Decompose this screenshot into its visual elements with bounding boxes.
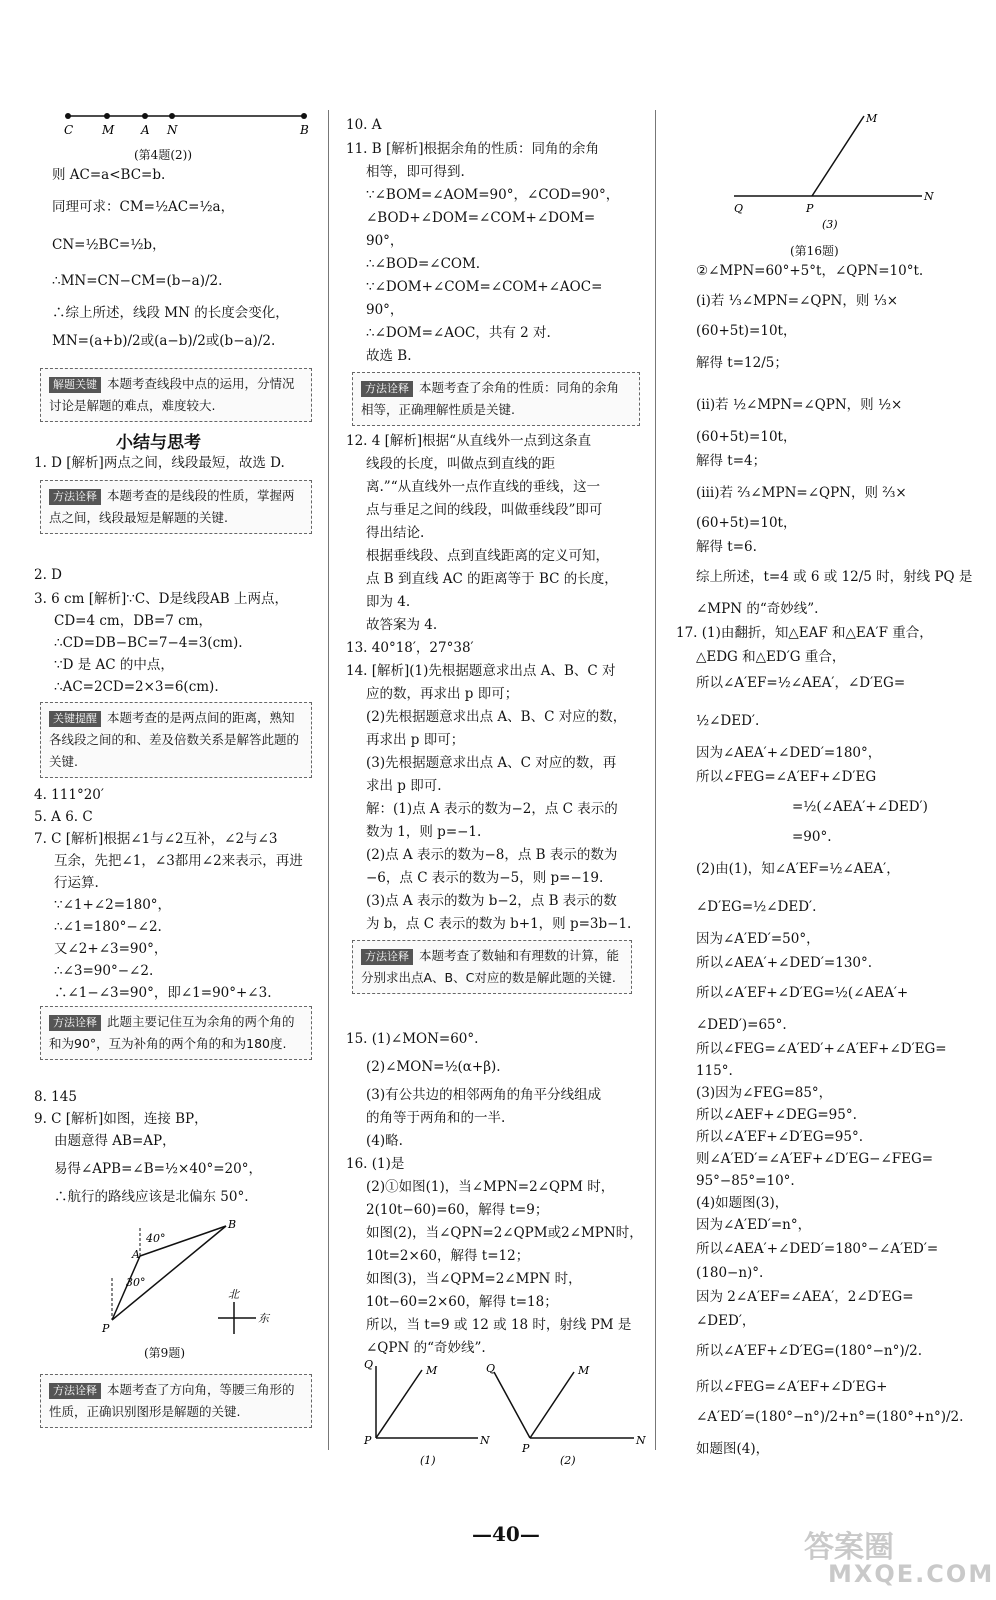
answer-item: 再求出 p 即可； [366, 732, 465, 748]
answer-item: 7. C [解析]根据∠1与∠2互补，∠2与∠3 [34, 831, 278, 847]
answer-item: 15. (1)∠MON=60°. [346, 1031, 479, 1047]
answer-item: 90°， [366, 233, 404, 249]
answer-line: 解得 t=4； [696, 453, 767, 469]
watermark-url: MXQE.COM [828, 1560, 995, 1588]
answer-item: 9. C [解析]如图，连接 BP， [34, 1111, 208, 1127]
answer-item: CD=4 cm，DB=7 cm， [54, 613, 213, 629]
answer-item: 点 B 到直线 AC 的距离等于 BC 的长度， [366, 571, 618, 587]
answer-line: 如题图(4)， [696, 1441, 770, 1457]
answer-item: 如图(2)，当∠QPN=2∠QPM或2∠MPN时， [366, 1225, 643, 1241]
angle-30: 30° [126, 1276, 146, 1289]
answer-line: (180−n)°. [696, 1265, 764, 1281]
label-N: N [636, 1434, 646, 1447]
answer-item: 线段的长度，叫做点到直线的距 [366, 456, 555, 472]
answer-item: 10t−60=2×60，解得 t=18； [366, 1294, 558, 1310]
text-line: CN=½BC=½b， [52, 237, 166, 253]
figure-9 [100, 1218, 270, 1338]
answer-line: (60+5t)=10t， [696, 323, 797, 339]
answer-item: 16. (1)是 [346, 1156, 405, 1172]
note-tag: 解题关键 [49, 377, 101, 393]
answer-item: 根据垂线段、点到直线距离的定义可知， [366, 548, 609, 564]
answer-line: (ⅱ)若 ½∠MPN=∠QPN，则 ½× [696, 397, 903, 413]
note-box [40, 368, 312, 422]
text-line: 同理可求：CM=½AC=½a， [52, 199, 235, 215]
answer-line: 115°. [696, 1063, 733, 1079]
answer-item: 如图(3)，当∠QPM=2∠MPN 时， [366, 1271, 582, 1287]
note-tag: 方法诠释 [49, 1383, 101, 1399]
text-line: ∴综上所述，线段 MN 的长度会变化， [52, 305, 289, 321]
answer-item: 为 b，点 C 表示的数为 b+1，则 p=3b−1. [366, 916, 632, 932]
label-Q: Q [364, 1358, 374, 1371]
answer-item: 故答案为 4. [366, 617, 438, 633]
answer-item: 解：(1)点 A 表示的数为−2，点 C 表示的 [366, 801, 618, 817]
point-A: A [141, 123, 150, 137]
answer-line: ∠D′EG=½∠DED′. [696, 899, 817, 915]
note-box [40, 702, 312, 778]
answer-item: ∴航行的路线应该是北偏东 50°. [54, 1189, 249, 1205]
note-tag: 方法诠释 [49, 489, 101, 505]
note-text: 本题考查的是两点间的距离，熟知各线段之间的和、差及倍数关系是解答此题的关键. [49, 710, 300, 769]
answer-item: 相等，即可得到. [366, 164, 465, 180]
figure-16-3 [726, 110, 966, 230]
answer-line: 所以∠A′EF+∠D′EG=½(∠AEA′+ [696, 985, 909, 1001]
answer-item: 5. A 6. C [34, 809, 93, 825]
point-N: N [167, 123, 178, 137]
caption-2: (2) [560, 1454, 576, 1467]
note-text: 本题考查了余角的性质：同角的余角相等，正确理解性质是关键. [361, 380, 620, 417]
point-M: M [102, 123, 115, 137]
figure-16-2 [484, 1358, 644, 1470]
answer-item: 由题意得 AB=AP， [54, 1133, 176, 1149]
note-text: 本题考查了方向角，等腰三角形的性质，正确识别图形是解题的关键. [49, 1382, 295, 1419]
point-C: C [64, 123, 74, 137]
answer-item: 求出 p 即可. [366, 778, 442, 794]
answer-item: ∴∠1−∠3=90°，即∠1=90°+∠3. [54, 985, 272, 1001]
answer-item: (3)有公共边的相邻两角的角平分线组成 [366, 1087, 602, 1103]
answer-item: (2)先根据题意求出点 A、B、C 对应的数， [366, 709, 627, 725]
text-line: MN=(a+b)/2或(a−b)/2或(b−a)/2. [52, 333, 276, 349]
note-text: 此题主要记住互为余角的两个角的和为90°，互为补角的两个角的和为180度. [49, 1014, 295, 1051]
label-Q: Q [486, 1362, 496, 1375]
answer-line: 则∠A′ED′=∠A′EF+∠D′EG−∠FEG= [696, 1151, 934, 1167]
answer-item: ∵∠DOM+∠COM=∠COM+∠AOC= [366, 279, 603, 295]
answer-item: (2)点 A 表示的数为−8，点 B 表示的数为 [366, 847, 618, 863]
answer-item: 8. 145 [34, 1089, 77, 1105]
answer-line: 所以∠A′EF+∠D′EG=(180°−n°)/2. [696, 1343, 923, 1359]
answer-item: 4. 111°20′ [34, 787, 104, 803]
answer-item: 又∠2+∠3=90°， [54, 941, 168, 957]
note-text: 本题考查了数轴和有理数的计算，能分别求出点A、B、C对应的数是解此题的关键. [361, 948, 620, 985]
answer-item: ∠BOD+∠DOM=∠COM+∠DOM= [366, 210, 596, 226]
answer-item: ∵D 是 AC 的中点， [54, 657, 174, 673]
answer-item: 14. [解析](1)先根据题意求出点 A、B、C 对 [346, 663, 616, 679]
note-tag: 方法诠释 [49, 1015, 101, 1031]
answer-line: (2)由(1)，知∠A′EF=½∠AEA′， [696, 861, 900, 877]
answer-item: 的角等于两角和的一半. [366, 1110, 506, 1126]
answer-line: ∠DED′)=65°. [696, 1017, 787, 1033]
label-N: N [924, 190, 934, 203]
answer-item: ∴AC=2CD=2×3=6(cm). [54, 679, 219, 695]
answer-line: 因为∠A′ED′=50°， [696, 931, 820, 947]
column-divider-right [655, 110, 656, 1450]
label-M: M [426, 1364, 438, 1377]
answer-item: (2)∠MON=½(α+β). [366, 1059, 501, 1075]
answer-line: (60+5t)=10t， [696, 429, 797, 445]
figure-4-2 [60, 108, 320, 148]
answer-line: 解得 t=6. [696, 539, 757, 555]
answer-item: 10. A [346, 117, 382, 133]
label-N: N [480, 1434, 490, 1447]
answer-line: (ⅰ)若 ⅓∠MPN=∠QPN，则 ⅓× [696, 293, 899, 309]
east-label: 东 [258, 1312, 269, 1325]
answer-item: 所以，当 t=9 或 12 或 18 时，射线 PM 是 [366, 1317, 632, 1333]
answer-item: (3)先根据题意求出点 A、C 对应的数，再 [366, 755, 617, 771]
answer-item: (4)略. [366, 1133, 403, 1149]
note-text: 本题考查线段中点的运用，分情况讨论是解题的难点，难度较大. [49, 376, 295, 413]
figure-16-1 [360, 1358, 490, 1470]
answer-line: ∠DED′， [696, 1313, 756, 1329]
answer-item: 互余，先把∠1，∠3都用∠2来表示，再进 [54, 853, 303, 869]
text-line: ∴MN=CN−CM=(b−a)/2. [52, 273, 223, 289]
note-tag: 方法诠释 [361, 381, 413, 397]
answer-line: 因为 2∠A′EF=∠AEA′，2∠D′EG= [696, 1289, 914, 1305]
label-B: B [228, 1218, 237, 1231]
note-box [352, 940, 632, 994]
answer-item: 2(10t−60)=60，解得 t=9； [366, 1202, 549, 1218]
answer-item: 3. 6 cm [解析]∵C、D是线段AB 上两点， [34, 591, 288, 607]
answer-item: 故选 B. [366, 348, 412, 364]
label-Q: Q [734, 202, 744, 215]
figure-16-caption: (第16题) [790, 244, 839, 258]
answer-item: 1. D [解析]两点之间，线段最短，故选 D. [34, 455, 285, 471]
note-tag: 关键提醒 [49, 711, 101, 727]
label-M: M [578, 1364, 590, 1377]
answer-line: (ⅲ)若 ⅔∠MPN=∠QPN，则 ⅔× [696, 485, 907, 501]
label-P: P [806, 202, 814, 215]
answer-line: 解得 t=12/5； [696, 355, 788, 371]
answer-item: 离.”“从直线外一点作直线的垂线，这一 [366, 479, 601, 495]
answer-item: ∠QPN 的“奇妙线”. [366, 1340, 486, 1356]
answer-item: ∴∠3=90°−∠2. [54, 963, 154, 979]
page-number: —40— [472, 1522, 540, 1546]
answer-line: ½∠DED′. [696, 713, 760, 729]
answer-item: 13. 40°18′，27°38′ [346, 640, 474, 656]
answer-item: ∵∠1+∠2=180°， [54, 897, 172, 913]
answer-line: ∠A′ED′=(180°−n°)/2+n°=(180°+n°)/2. [696, 1409, 964, 1425]
answer-line: 所以∠FEG=∠A′ED′+∠A′EF+∠D′EG= [696, 1041, 947, 1057]
answer-item: 2. D [34, 567, 62, 583]
answer-item: 得出结论. [366, 525, 425, 541]
answer-line: 所以∠AEF+∠DEG=95°. [696, 1107, 857, 1123]
caption-1: (1) [420, 1454, 436, 1467]
answer-line: 所以∠AEA′+∠DED′=130°. [696, 955, 873, 971]
answer-item: 12. 4 [解析]根据“从直线外一点到这条直 [346, 433, 592, 449]
point-B: B [300, 123, 309, 137]
sub-caption: (3) [822, 218, 838, 231]
answer-line: 因为∠A′ED′=n°， [696, 1217, 812, 1233]
answer-item: (2)①如图(1)，当∠MPN=2∠QPM 时， [366, 1179, 615, 1195]
label-P: P [364, 1434, 372, 1447]
note-box [40, 480, 312, 534]
label-P: P [102, 1322, 110, 1335]
label-A: A [132, 1248, 140, 1261]
north-label: 北 [228, 1288, 239, 1301]
answer-item: 90°， [366, 302, 404, 318]
answer-item: 易得∠APB=∠B=½×40°=20°， [54, 1161, 262, 1177]
note-box [352, 372, 640, 426]
label-P: P [522, 1442, 530, 1455]
label-M: M [866, 112, 878, 125]
answer-line: △EDG 和△ED′G 重合， [696, 649, 846, 665]
answer-item: 点与垂足之间的线段，叫做垂线段”即可 [366, 502, 603, 518]
answer-item: ∴∠BOD=∠COM. [366, 256, 481, 272]
note-text: 本题考查的是线段的性质，掌握两点之间，线段最短是解题的关键. [49, 488, 295, 525]
answer-line: 所以∠FEG=∠A′EF+∠D′EG+ [696, 1379, 888, 1395]
answer-line: 95°−85°=10°. [696, 1173, 795, 1189]
answer-line: 所以∠AEA′+∠DED′=180°−∠A′ED′= [696, 1241, 939, 1257]
answer-line: (3)因为∠FEG=85°， [696, 1085, 833, 1101]
figure-9-caption: (第9题) [144, 1346, 185, 1360]
answer-line: 所以∠A′EF=½∠AEA′，∠D′EG= [696, 675, 906, 691]
note-tag: 方法诠释 [361, 949, 413, 965]
answer-item: 应的数，再求出 p 即可； [366, 686, 519, 702]
angle-40: 40° [146, 1232, 166, 1245]
answer-line: 所以∠A′EF+∠D′EG=95°. [696, 1129, 864, 1145]
answer-item: ∴∠DOM=∠AOC，共有 2 对. [366, 325, 551, 341]
note-box [40, 1374, 312, 1428]
answer-item: 即为 4. [366, 594, 411, 610]
answer-item: 10t=2×60，解得 t=12； [366, 1248, 530, 1264]
answer-item: ∵∠BOM=∠AOM=90°，∠COD=90°， [366, 187, 620, 203]
answer-line: 所以∠FEG=∠A′EF+∠D′EG [696, 769, 877, 785]
answer-line: (60+5t)=10t， [696, 515, 797, 531]
column-divider-left [328, 110, 329, 1450]
answer-line: 因为∠AEA′+∠DED′=180°， [696, 745, 882, 761]
answer-line: =½(∠AEA′+∠DED′) [792, 799, 928, 815]
answer-item: 11. B [解析]根据余角的性质：同角的余角 [346, 141, 600, 157]
note-box [40, 1006, 312, 1060]
answer-item: ∴CD=DB−BC=7−4=3(cm). [54, 635, 243, 651]
answer-item: 数为 1，则 p=−1. [366, 824, 482, 840]
answer-item: −6，点 C 表示的数为−5，则 p=−19. [366, 870, 604, 886]
answer-line: =90°. [792, 829, 832, 845]
section-title: 小结与思考 [116, 433, 201, 453]
answer-line: 17. (1)由翻折，知△EAF 和△EA′F 重合， [676, 625, 933, 641]
answer-item: (3)点 A 表示的数为 b−2，点 B 表示的数 [366, 893, 617, 909]
answer-line: ∠MPN 的“奇妙线”. [696, 601, 819, 617]
answer-item: ∴∠1=180°−∠2. [54, 919, 162, 935]
answer-line: (4)如题图(3)， [696, 1195, 789, 1211]
figure-4-caption: (第4题(2)) [134, 148, 192, 162]
watermark-logo: 答案圈 [804, 1530, 894, 1565]
answer-line: 综上所述，t=4 或 6 或 12/5 时，射线 PQ 是 [696, 569, 973, 585]
text-line: 则 AC=a<BC=b. [52, 167, 166, 183]
answer-item: 行运算. [54, 875, 99, 891]
answer-line: ②∠MPN=60°+5°t，∠QPN=10°t. [696, 263, 924, 279]
